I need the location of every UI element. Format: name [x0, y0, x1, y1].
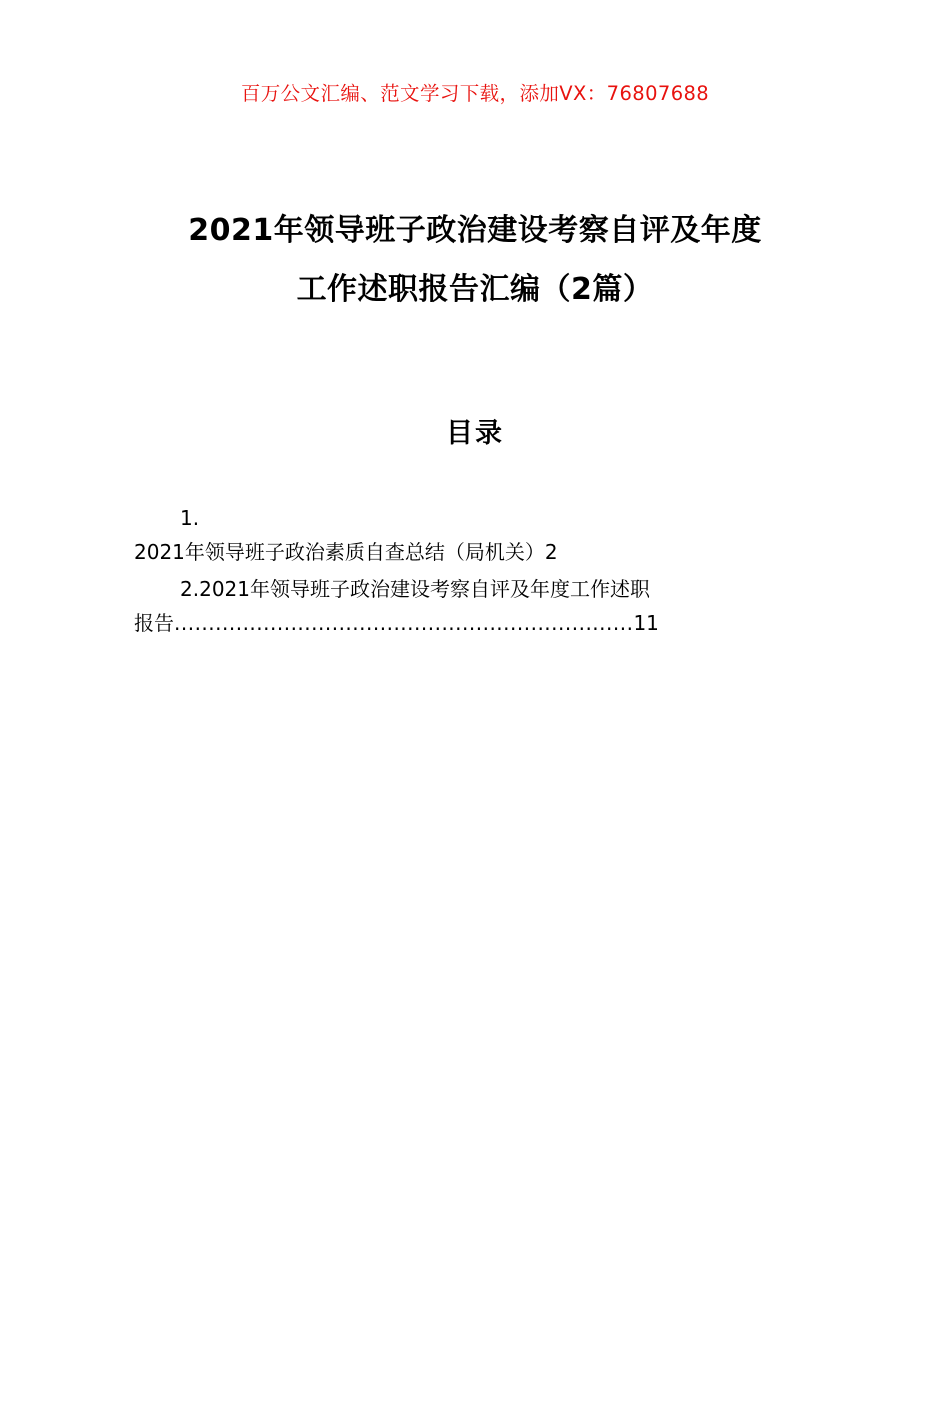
toc-item-1-number: 1. — [180, 506, 200, 530]
table-of-contents — [134, 502, 810, 640]
toc-item-1-page: 2 — [544, 539, 558, 564]
toc-item-1[interactable] — [134, 502, 810, 569]
toc-item-2-title: 2021年领导班子政治建设考察自评及年度工作述职 — [199, 577, 650, 602]
toc-heading: 目录 — [446, 418, 504, 449]
toc-item-2-number: 2. — [180, 577, 200, 602]
toc-item-2-page: 11 — [633, 610, 659, 635]
toc-item-1-title: 2021年领导班子政治素质自查总结（局机关） — [134, 539, 545, 564]
page-title — [140, 202, 810, 319]
toc-item-2-leader: ................................................................... — [174, 610, 634, 635]
toc-item-1-line — [134, 536, 810, 570]
toc-item-2-title-cont: 报告 — [134, 610, 174, 635]
promo-banner-text: 百万公文汇编、范文学习下载，添加VX：76807688 — [240, 82, 710, 105]
document-page — [0, 78, 950, 1422]
toc-item-2[interactable] — [134, 573, 810, 640]
toc-item-2-line — [134, 607, 810, 641]
document-title-line-1: 2021年领导班子政治建设考察自评及年度 — [188, 213, 762, 248]
document-title-line-2: 工作述职报告汇编（2篇） — [296, 271, 654, 307]
